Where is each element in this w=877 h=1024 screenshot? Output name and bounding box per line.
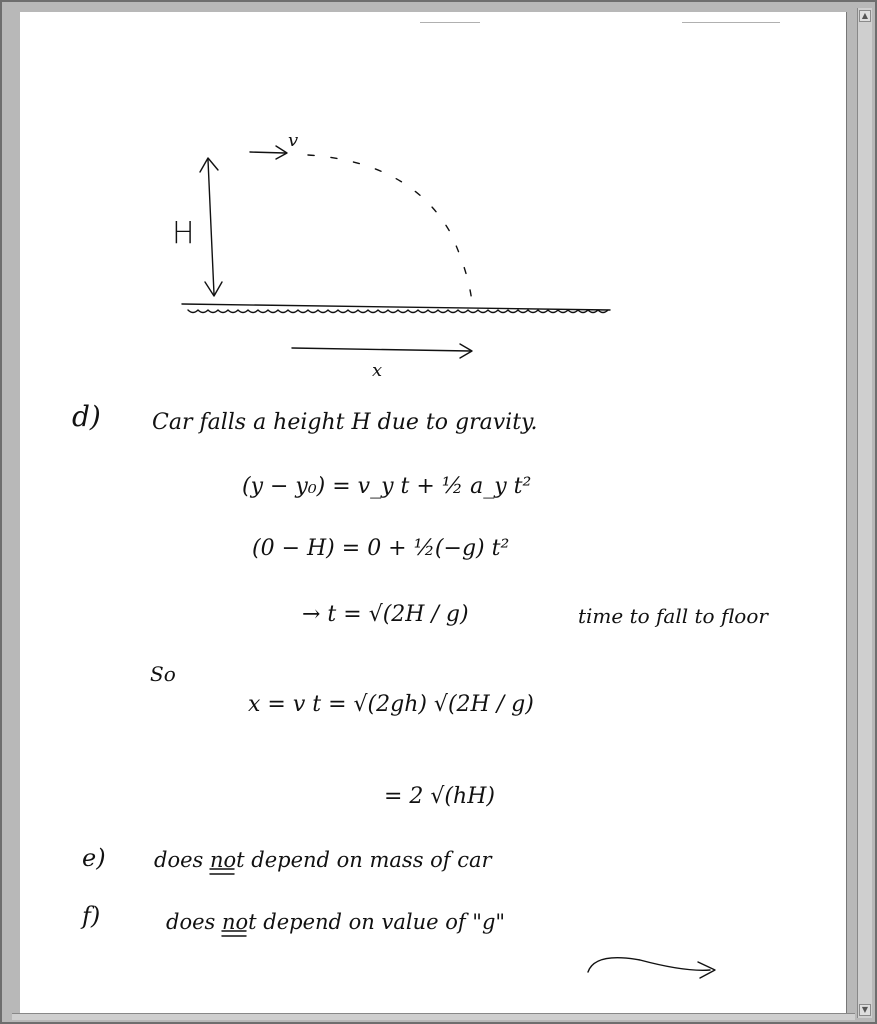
height-arrow-line (208, 160, 214, 294)
vertical-scrollbar[interactable] (857, 8, 872, 1018)
equation-distance: x = v t = √(2gh) √(2H / g) (248, 692, 534, 717)
distance-label: x (372, 360, 383, 381)
height-label: H (172, 216, 195, 251)
floor-hatching (188, 310, 608, 313)
part-f-text: does not depend on value of "g" (166, 910, 506, 934)
velocity-arrow-line (250, 152, 285, 153)
distance-arrow-line (292, 348, 470, 351)
equation-result: = 2 √(hH) (384, 784, 495, 809)
part-d-marker: d) (72, 400, 101, 433)
continue-arrow (588, 958, 710, 972)
equation-fall-time: → t = √(2H / g) (302, 602, 469, 627)
part-d-statement: Car falls a height H due to gravity. (152, 410, 538, 435)
part-e-marker: e) (82, 844, 106, 872)
trajectory-dashed (308, 155, 472, 302)
fall-time-note: time to fall to floor (578, 604, 768, 628)
part-e-text: does not depend on mass of car (154, 848, 492, 872)
so-label: So (150, 662, 176, 686)
equation-kinematic: (y − y₀) = v_y t + ½ a_y t² (242, 474, 532, 499)
velocity-label: v (288, 130, 299, 151)
part-f-marker: f) (82, 902, 101, 930)
scroll-down-icon[interactable]: ▼ (859, 1004, 871, 1016)
scroll-up-icon[interactable]: ▲ (859, 10, 871, 22)
scanned-page (20, 12, 847, 1019)
floor-line (182, 304, 610, 310)
horizontal-scrollbar[interactable] (12, 1013, 855, 1020)
equation-substituted: (0 − H) = 0 + ½(−g) t² (252, 536, 510, 561)
